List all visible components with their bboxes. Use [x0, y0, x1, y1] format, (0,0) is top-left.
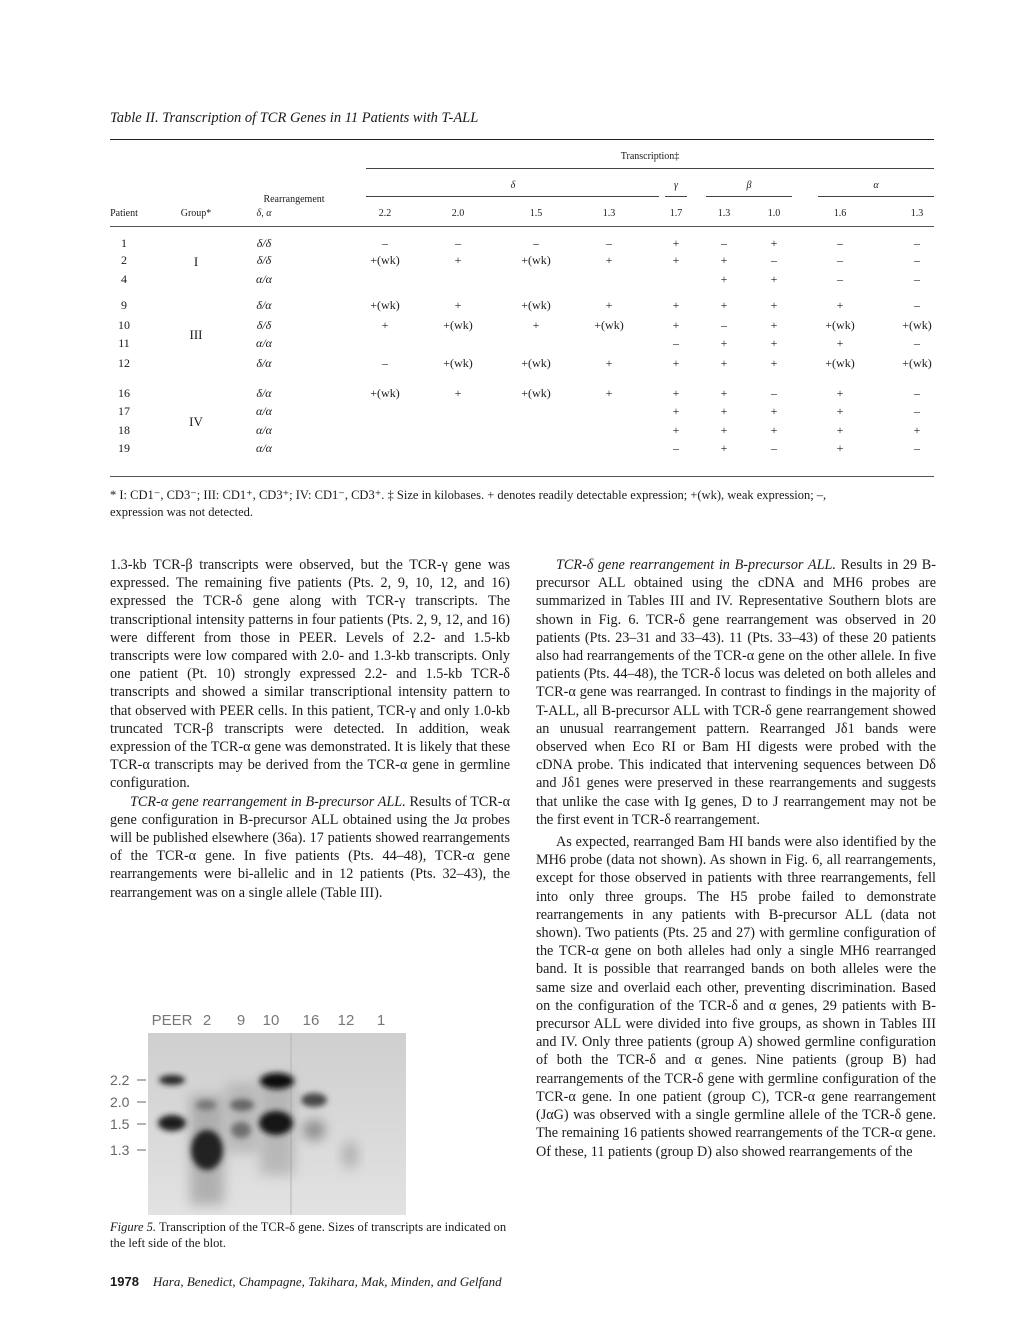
transcription-cell: + — [770, 356, 778, 370]
size-header: 2.0 — [451, 208, 465, 219]
transcription-cell: – — [837, 253, 843, 267]
transcription-cell: + — [836, 423, 844, 437]
patient-cell: 16 — [118, 386, 130, 400]
size-label-2-0: 2.0 — [110, 1094, 130, 1110]
band-peer-2-2 — [159, 1075, 185, 1085]
band-9-1-5 — [231, 1122, 251, 1138]
patient-cell: 19 — [118, 441, 130, 455]
lane-label-2: 2 — [202, 1012, 212, 1029]
transcription-cell: + — [913, 423, 921, 437]
left-paragraph-2 — [110, 793, 510, 902]
transcription-cell: + — [770, 318, 778, 332]
transcription-cell: – — [771, 386, 777, 400]
lane-label-9: 9 — [236, 1012, 246, 1029]
alpha-subrule — [818, 196, 934, 197]
transcription-cell: + — [770, 272, 778, 286]
right-column — [536, 556, 936, 1161]
transcription-cell: + — [672, 386, 680, 400]
right-p1-heading: TCR-δ gene rearrangement in B-precursor ALL. — [556, 557, 836, 573]
size-header: 1.3 — [910, 208, 924, 219]
band-16-2-0 — [301, 1093, 327, 1107]
rearrangement-cell: δ/α — [256, 386, 272, 400]
rearrangement-cell: δ/δ — [256, 236, 272, 250]
left-p2-heading: TCR-α gene rearrangement in B-precursor ALL. — [130, 793, 406, 810]
transcription-cell: + — [836, 441, 844, 455]
patient-cell: 2 — [121, 253, 127, 267]
patient-cell: 12 — [118, 356, 130, 370]
group-header: Group* — [180, 208, 212, 219]
transcription-cell: + — [672, 298, 680, 312]
transcription-cell: + — [836, 386, 844, 400]
table-footnote — [110, 487, 930, 521]
rearrangement-cell: δ/α — [256, 356, 272, 370]
band-12-faint — [342, 1141, 358, 1169]
transcription-cell: + — [720, 356, 728, 370]
lane-label-1: 1 — [376, 1012, 386, 1029]
transcription-cell: + — [770, 336, 778, 350]
right-p1-body: Results in 29 B-precursor ALL obtained using the cDNA and MH6 probes are summarized in Tables III and IV. Representative Southern blots are shown in Fig. 6. TCR-δ gene rearrangement was observed in 20 patients (Pts. 23–31 and 33–43). 11 (Pts. 33–43) of these 20 patients also had rearrangements of the TCR-α gene on the other allele. In five patients (Pts. 44–48), the TCR-δ locus was deleted on both alleles and TCR-α gene was rearranged. In contrast to findings in the majority of T-ALL, all B-precursor ALL with TCR-δ gene rearrangement showed an unusual rearrangement pattern. Rearranged Jδ1 bands were observed when Eco RI or Bam HI digests were probed with the cDNA probe. This indicated that intervening sequences between Dδ and Jδ1 genes were preserved in these rearrangements and suggests that unlike the case with Ig genes, D to J rearrangement may not be the first event in TCR-δ rearrangement. — [536, 557, 936, 828]
band-9-2-0 — [230, 1099, 254, 1111]
gene-beta-label: β — [746, 180, 752, 191]
size-header: 1.0 — [767, 208, 781, 219]
transcription-cell: +(wk) — [370, 386, 400, 400]
band-16-smear — [303, 1120, 325, 1140]
band-2-1-3 — [191, 1130, 223, 1170]
transcription-cell: + — [605, 356, 613, 370]
footer-authors: Hara, Benedict, Champagne, Takihara, Mak, Minden, and Gelfand — [152, 1274, 502, 1289]
transcription-cell: +(wk) — [521, 253, 551, 267]
transcription-cell: + — [720, 272, 728, 286]
transcription-cell: – — [837, 236, 843, 250]
figure-5-caption — [110, 1219, 510, 1251]
transcription-rule — [366, 168, 934, 169]
rearrangement-cell: α/α — [256, 336, 272, 350]
transcription-cell: + — [605, 298, 613, 312]
transcription-cell: – — [914, 236, 920, 250]
transcription-cell: + — [720, 298, 728, 312]
lane-label-peer: PEER — [151, 1012, 193, 1029]
gene-gamma-label: γ — [674, 180, 678, 191]
transcription-cell: +(wk) — [370, 253, 400, 267]
transcription-cell: + — [720, 441, 728, 455]
transcription-cell: + — [454, 386, 462, 400]
gene-alpha-label: α — [873, 180, 879, 191]
transcription-cell: – — [914, 404, 920, 418]
figure-caption-text: Transcription of the TCR-δ gene. Sizes of transcripts are indicated on the left side of the blot. — [110, 1220, 507, 1250]
size-label-2-2: 2.2 — [110, 1072, 130, 1088]
right-paragraph-1 — [536, 556, 936, 829]
rearrangement-cell: δ/α — [256, 298, 272, 312]
rearrangement-cell: α/α — [256, 441, 272, 455]
transcription-cell: + — [672, 404, 680, 418]
lane-9-smear — [226, 1083, 258, 1153]
size-header: 1.6 — [833, 208, 847, 219]
rearrangement-cell: δ/δ — [256, 318, 272, 332]
transcription-cell: + — [381, 318, 389, 332]
lane-label-10: 10 — [262, 1012, 280, 1029]
transcription-cell: +(wk) — [902, 318, 932, 332]
left-column — [110, 556, 510, 902]
left-p2-body: Results of TCR-α gene configuration in B-precursor ALL obtained using the Jα probes will be published elsewhere (36a). 17 patients showed rearrangements of the TCR-α gene. In five patients (Pts. 44–48), TCR-α gene rearrangements were bi-allelic and in 12 patients (Pts. 32–43), the rearrangement was on a single allele (Table III). — [110, 793, 510, 901]
transcription-cell: – — [914, 386, 920, 400]
transcription-cell: +(wk) — [521, 386, 551, 400]
transcription-cell: +(wk) — [825, 356, 855, 370]
lane-label-12: 12 — [337, 1012, 355, 1029]
transcription-cell: +(wk) — [521, 298, 551, 312]
transcription-cell: – — [771, 441, 777, 455]
transcription-cell: +(wk) — [521, 356, 551, 370]
transcription-cell: – — [837, 272, 843, 286]
lane-label-16: 16 — [302, 1012, 320, 1029]
band-10-2-2 — [260, 1073, 294, 1089]
transcription-cell: + — [672, 356, 680, 370]
transcription-cell: +(wk) — [443, 356, 473, 370]
transcription-cell: – — [914, 272, 920, 286]
size-header: 1.7 — [669, 208, 683, 219]
delta-subrule — [366, 196, 659, 197]
transcription-cell: + — [672, 423, 680, 437]
size-ticks — [137, 1080, 146, 1150]
transcription-cell: + — [672, 318, 680, 332]
size-label-1-5: 1.5 — [110, 1116, 130, 1132]
patient-cell: 10 — [118, 318, 130, 332]
transcription-cell: – — [914, 298, 920, 312]
patient-cell: 17 — [118, 404, 130, 418]
rearrangement-cell: α/α — [256, 272, 272, 286]
transcription-cell: – — [382, 236, 388, 250]
band-2-2-0 — [196, 1100, 216, 1110]
transcription-cell: – — [914, 253, 920, 267]
rearrangement-cell: α/α — [256, 404, 272, 418]
gene-delta-label: δ — [510, 180, 516, 191]
transcription-cell: + — [605, 253, 613, 267]
band-peer-1-5 — [158, 1115, 186, 1131]
patient-header: Patient — [110, 208, 138, 219]
patient-cell: 18 — [118, 423, 130, 437]
left-paragraph-1: 1.3-kb TCR-β transcripts were observed, but the TCR-γ gene was expressed. The remaining five patients (Pts. 2, 9, 10, 12, and 16) expressed the TCR-δ gene along with TCR-γ transcripts. The transcriptional intensity patterns in four patients (Pts. 2, 9, 12, and 16) were different from those in PEER. Levels of 2.2- and 1.5-kb transcripts were low compared with 2.0- and 1.3-kb transcripts. Only one patient (Pt. 10) strongly expressed 2.2- and 1.5-kb TCR-δ transcripts and showed a similar transcriptional intensity pattern to that observed with PEER cells. In this patient, TCR-γ and only 1.0-kb truncated TCR-β transcripts were detected. In addition, weak expression of the TCR-α gene was demonstrated. It is likely that these TCR-α transcripts may be derived from the TCR-α gene in germline configuration. — [110, 557, 510, 792]
transcription-cell: – — [673, 336, 679, 350]
size-label-1-3: 1.3 — [110, 1142, 130, 1158]
figure-caption-label: Figure 5. — [110, 1220, 157, 1234]
transcription-cell: – — [721, 318, 727, 332]
transcription-cell: – — [382, 356, 388, 370]
band-10-1-5 — [259, 1111, 293, 1135]
transcription-cell: – — [914, 441, 920, 455]
rearrangement-cell: α/α — [256, 423, 272, 437]
footnote-line-1: * I: CD1⁻, CD3⁻; III: CD1⁺, CD3⁺; IV: CD1⁻, CD3⁺. ‡ Size in kilobases. + denotes readily detectable expression; +(wk), weak expression; –, — [110, 488, 827, 502]
size-header: 1.3 — [717, 208, 731, 219]
transcription-cell: + — [605, 386, 613, 400]
patient-cell: 4 — [121, 272, 127, 286]
transcription-cell: – — [673, 441, 679, 455]
transcription-cell: +(wk) — [370, 298, 400, 312]
group-label: IV — [189, 413, 203, 429]
transcription-cell: + — [720, 253, 728, 267]
page-footer — [110, 1274, 502, 1290]
patient-cell: 1 — [121, 236, 127, 250]
patient-cell: 9 — [121, 298, 127, 312]
transcription-cell: – — [721, 236, 727, 250]
transcription-cell: + — [672, 236, 680, 250]
group-label: III — [189, 327, 203, 342]
patient-cell: 11 — [118, 336, 130, 350]
group-label: I — [193, 254, 199, 269]
transcription-cell: + — [532, 318, 540, 332]
transcription-cell: +(wk) — [443, 318, 473, 332]
gamma-subrule — [665, 196, 687, 197]
transcription-cell: + — [454, 298, 462, 312]
transcription-cell: + — [836, 298, 844, 312]
rearrangement-header: Rearrangement — [263, 194, 325, 205]
table-header-rule — [110, 226, 934, 227]
rearrangement-cell: δ/δ — [256, 253, 272, 267]
transcription-cell: + — [720, 386, 728, 400]
blot-image — [110, 1005, 410, 1215]
transcription-cell: + — [720, 336, 728, 350]
transcription-cell: + — [836, 336, 844, 350]
page-number: 1978 — [110, 1274, 139, 1289]
transcription-cell: – — [533, 236, 539, 250]
transcription-cell: – — [606, 236, 612, 250]
transcription-cell: – — [914, 336, 920, 350]
transcription-cell: + — [770, 404, 778, 418]
lane-labels — [152, 1012, 386, 1029]
size-labels — [110, 1072, 130, 1158]
transcription-cell: – — [455, 236, 461, 250]
table-top-rule — [110, 139, 934, 140]
transcription-cell: + — [836, 404, 844, 418]
transcription-cell: + — [720, 423, 728, 437]
figure-5-blot — [110, 1005, 410, 1215]
transcription-cell: + — [672, 253, 680, 267]
table-title: Table II. Transcription of TCR Genes in 11 Patients with T-ALL — [110, 110, 479, 126]
size-header: 2.2 — [378, 208, 392, 219]
transcription-cell: + — [770, 423, 778, 437]
footnote-line-2: expression was not detected. — [110, 505, 254, 519]
transcription-cell: – — [771, 253, 777, 267]
transcription-cell: + — [454, 253, 462, 267]
size-header: 1.3 — [602, 208, 616, 219]
transcription-cell: +(wk) — [594, 318, 624, 332]
transcription-cell: +(wk) — [825, 318, 855, 332]
transcription-cell: + — [770, 236, 778, 250]
table-bottom-rule — [110, 476, 934, 477]
transcription-cell: +(wk) — [902, 356, 932, 370]
transcription-cell: + — [720, 404, 728, 418]
right-paragraph-2: As expected, rearranged Bam HI bands were also identified by the MH6 probe (data not shown). As shown in Fig. 6, all rearrangements, except for those observed in patients with three rearrangements, fell into only three groups. The H5 probe failed to demonstrate rearrangements in any patients with B-precursor ALL (data not shown). Two patients (Pts. 25 and 27) with germline configuration of the TCR-α gene on both alleles had only a single MH6 rearranged band. It is possible that rearranged bands on both alleles were the same size and overlaid each other, preventing discrimination. Based on the configuration of the TCR-δ and α genes, 29 patients with B-precursor ALL were divided into five groups, as shown in Tables III and IV. Only three patients (group A) showed germline configuration of both the TCR-δ and α genes. Nine patients (group B) had rearrangements of the TCR-δ gene with germline configuration of the TCR-α gene. In one patient (group C), TCR-α gene rearrangement (JαG) was observed with a single germline allele of the TCR-δ gene. The remaining 16 patients showed rearrangements of the TCR-α gene. Of these, 11 patients (group D) also showed rearrangements of the — [536, 834, 936, 1160]
beta-subrule — [706, 196, 792, 197]
transcription-cell: + — [770, 298, 778, 312]
size-header: 1.5 — [529, 208, 543, 219]
transcription-header: Transcription‡ — [620, 151, 680, 162]
rearrangement-subheader: δ, α — [256, 208, 272, 219]
